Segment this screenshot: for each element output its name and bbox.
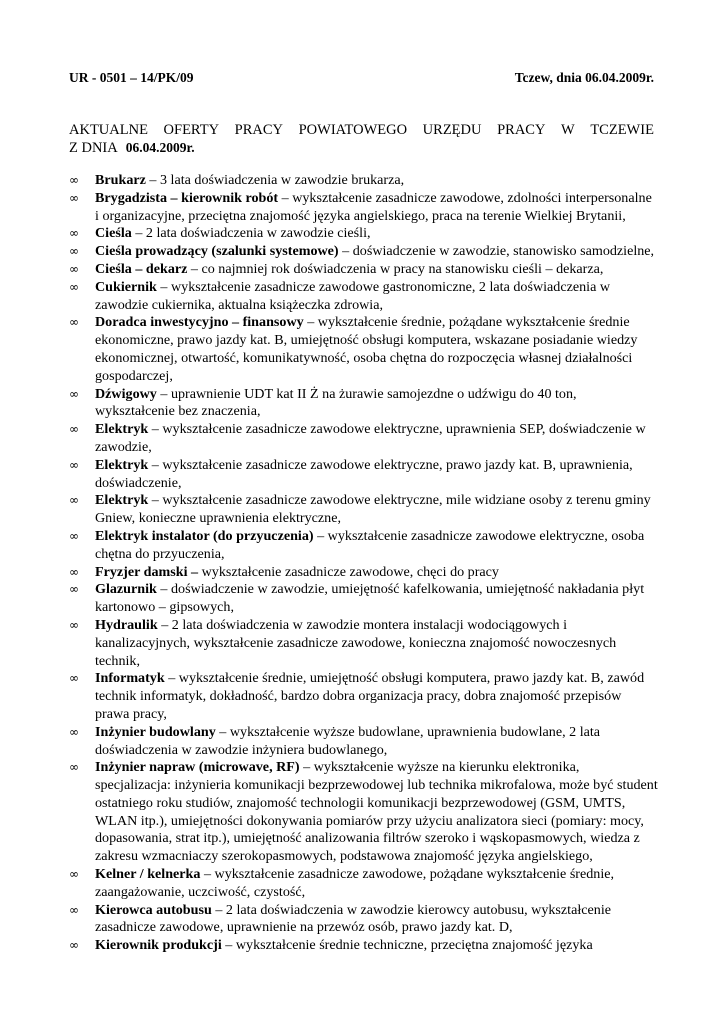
job-offer-text [95,564,658,582]
title-word: OFERTY [163,122,220,138]
job-offer-item [69,457,658,493]
job-offers-list [69,172,658,955]
job-requirements: – 2 lata doświadczenia w zawodzie cieśli, [131,225,371,242]
job-offer-item [69,670,658,723]
infinity-bullet-icon: ∞ [69,671,79,686]
infinity-bullet-icon: ∞ [69,867,79,882]
job-offer-item [69,261,658,279]
job-requirements: – wykształcenie zasadnicze zawodowe elektryczne, prawo jazdy kat. B, uprawnienia, doświadczenie, [95,456,633,491]
infinity-bullet-icon: ∞ [69,386,79,401]
job-requirements: – uprawnienie UDT kat II Ż na żurawie samojezdne o udźwigu do 40 ton, wykształcenie bez znaczenia, [95,385,577,420]
job-offer-item [69,243,658,261]
title-date: 06.04.2009r. [125,140,195,155]
title-word: URZĘDU [422,122,482,138]
infinity-bullet-icon: ∞ [69,261,79,276]
job-offer-text [95,172,658,190]
job-title: Inżynier budowlany [95,723,216,740]
job-title: Informatyk [95,670,165,687]
title-word: W [561,122,575,138]
title-word: PRACY [497,122,546,138]
job-title: Elektryk [95,456,149,473]
title-word: AKTUALNE [69,122,148,138]
infinity-bullet-icon: ∞ [69,617,79,632]
job-offer-item [69,937,658,955]
job-requirements: – doświadczenie w zawodzie, umiejętność kafelkowania, umiejętność nakładania płyt kartonowo – gipsowych, [95,581,645,616]
job-offer-item [69,314,658,385]
job-offer-text [95,617,658,670]
infinity-bullet-icon: ∞ [69,226,79,241]
job-offer-item [69,528,658,564]
job-offer-text [95,190,658,226]
job-offer-text [95,314,658,385]
infinity-bullet-icon: ∞ [69,582,79,597]
job-offer-item [69,492,658,528]
infinity-bullet-icon: ∞ [69,422,79,437]
job-offer-item [69,279,658,315]
job-requirements: – wykształcenie zasadnicze zawodowe gastronomiczne, 2 lata doświadczenia w zawodzie cukiernika, aktualna książeczka zdrowia, [95,278,611,313]
job-requirements: – wykształcenie zasadnicze zawodowe elektryczne, uprawnienia SEP, doświadczenie w zawodzie, [95,421,646,455]
job-title: Glazurnik [95,581,157,598]
job-offer-item [69,225,658,243]
job-requirements: – wykształcenie średnie, pożądane wykształcenie średnie ekonomiczne, prawo jazdy kat. B, umiejętność obsługi komputera, wskazane posiadanie wiedzy ekonomicznej, otwartość, komunikatywność, osoba chętna do rozpoczęcia własnej działalności gospodarczej, [95,314,638,384]
job-requirements: – 2 lata doświadczenia w zawodzie kierowcy autobusu, wykształcenie zasadnicze zawodowe, uprawnienie na przewóz osób, prawo jazdy kat. D, [95,901,611,936]
title-word: PRACY [234,122,284,138]
job-title: Brukarz [95,172,146,188]
document-title [69,121,654,157]
job-offer-item [69,564,658,582]
job-title: Inżynier napraw (microwave, RF) [95,759,300,776]
job-title: Elektryk [95,492,149,509]
job-title: Kelner / kelnerka [95,866,201,883]
infinity-bullet-icon: ∞ [69,564,79,579]
job-title: Fryzjer damski – [95,563,199,580]
job-requirements: – wykształcenie zasadnicze zawodowe elektryczne, osoba chętna do przyuczenia, [95,527,645,562]
job-offer-item [69,759,658,866]
job-offer-item [69,421,658,457]
job-title: Cieśla prowadzący (szalunki systemowe) [95,243,339,260]
job-title: Kierowca autobusu [95,901,212,918]
job-requirements: – 2 lata doświadczenia w zawodzie montera instalacji wodociągowych i kanalizacyjnych, wykształcenie zasadnicze zawodowe, konieczna znajomość nowoczesnych technik, [95,616,617,669]
title-line-1 [69,121,654,139]
place-date: Tczew, dnia 06.04.2009r. [514,70,654,85]
job-offer-item [69,581,658,617]
job-title: Elektryk instalator (do przyuczenia) [95,527,314,544]
job-requirements: – wykształcenie wyższe budowlane, uprawnienia budowlane, 2 lata doświadczenia w zawodzie inżyniera budowlanego, [95,723,601,758]
job-offer-text [95,225,658,243]
job-requirements: – wykształcenie zasadnicze zawodowe, pożądane wykształcenie średnie, zaangażowanie, uczciwość, czystość, [95,866,615,900]
job-title: Hydraulik [95,616,158,633]
infinity-bullet-icon: ∞ [69,938,79,953]
job-title: Cieśla [95,225,132,242]
job-offer-text [95,670,658,723]
job-requirements: – wykształcenie średnie techniczne, przeciętna znajomość języka [221,937,593,954]
job-title: Brygadzista – kierownik robót [95,189,279,206]
title-word: TCZEWIE [590,122,654,138]
job-requirements: – wykształcenie wyższe na kierunku elektronika, specjalizacja: inżynieria komunikacji bezprzewodowej lub technika mikrofalowa, może być student ostatniego roku studiów, znajomość technologii komunikacji bezprzewodowej (GSM, UMTS, WLAN itp.), umiejętności dokonywania pomiarów przy użyciu analizatora sieci (pomiary: mocy, dopasowania, strat itp.), umiejętność analizowania filtrów szeroko i wąskopasmowych, wiedza z zakresu wzmacniaczy szerokopasmowych, podstawowa znajomość języka angielskiego, [95,759,658,865]
job-offer-text [95,261,658,279]
infinity-bullet-icon: ∞ [69,244,79,259]
infinity-bullet-icon: ∞ [69,457,79,472]
job-requirements: – wykształcenie zasadnicze zawodowe elektryczne, mile widziane osoby z terenu gminy Gniew, konieczne uprawnienia elektryczne, [95,492,651,527]
job-requirements: – 3 lata doświadczenia w zawodzie brukarza, [145,172,405,188]
job-requirements: – doświadczenie w zawodzie, stanowisko samodzielne, [338,243,655,260]
job-offer-text [95,866,658,902]
job-offer-item [69,724,658,760]
job-title: Dźwigowy [95,385,157,402]
job-offer-text [95,279,658,315]
job-requirements: wykształcenie zasadnicze zawodowe, chęci do pracy [198,563,499,580]
infinity-bullet-icon: ∞ [69,279,79,294]
job-offer-item [69,902,658,938]
job-title: Kierownik produkcji [95,937,222,954]
infinity-bullet-icon: ∞ [69,173,79,187]
job-offer-text [95,902,658,938]
job-offer-text [95,386,658,422]
infinity-bullet-icon: ∞ [69,493,79,508]
title-word: POWIATOWEGO [298,122,408,138]
infinity-bullet-icon: ∞ [69,760,79,775]
job-offer-item [69,172,658,190]
job-offer-item [69,866,658,902]
infinity-bullet-icon: ∞ [69,902,79,917]
infinity-bullet-icon: ∞ [69,724,79,739]
reference-number: UR - 0501 – 14/PK/09 [69,70,194,85]
infinity-bullet-icon: ∞ [69,315,79,330]
job-offer-text [95,243,658,261]
job-offer-item [69,617,658,670]
job-offer-text [95,457,658,493]
infinity-bullet-icon: ∞ [69,528,79,543]
job-title: Elektryk [95,421,149,438]
title-line-2 [69,139,654,157]
job-offer-text [95,724,658,760]
job-offer-text [95,421,658,457]
job-offer-item [69,386,658,422]
job-requirements: – wykształcenie średnie, umiejętność obsługi komputera, prawo jazdy kat. B, zawód technik informatyk, dokładność, bardzo dobra organizacja pracy, dobra znajomość przepisów prawa pracy, [95,670,645,722]
job-title: Cieśla – dekarz [95,260,188,277]
job-requirements: – wykształcenie zasadnicze zawodowe, zdolności interpersonalne i organizacyjne, przeciętna znajomość języka angielskiego, praca na terenie Wielkiej Brytanii, [95,189,652,224]
title-prefix: Z DNIA [69,140,118,156]
job-title: Doradca inwestycyjno – finansowy [95,314,304,331]
job-offer-text [95,937,658,955]
job-offer-text [95,492,658,528]
job-title: Cukiernik [95,278,157,295]
document-header [69,69,654,86]
job-requirements: – co najmniej rok doświadczenia w pracy na stanowisku cieśli – dekarza, [187,260,604,277]
infinity-bullet-icon: ∞ [69,190,79,205]
job-offer-item [69,190,658,226]
job-offer-text [95,528,658,564]
job-offer-text [95,581,658,617]
job-offer-text [95,759,658,866]
